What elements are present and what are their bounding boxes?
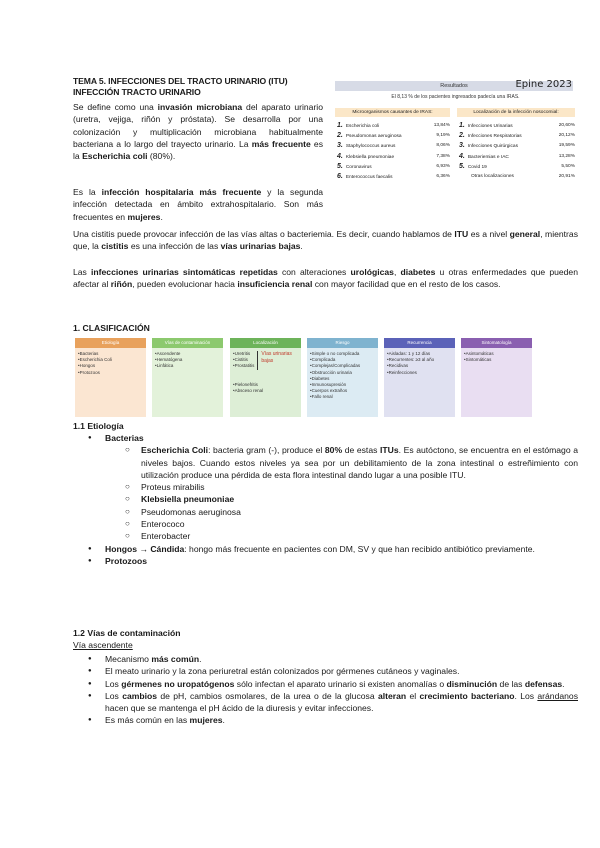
- epine-row: [459, 142, 575, 150]
- intro-paragraph-3: Una cistitis puede provocar infección de las vías altas o bacteriemia. Es decir, cuando hablamos de ITU es a nivel general, mientras que, la cistitis es una infección de las vías urinarias bajas.: [73, 229, 578, 252]
- epine-item-name: Staphylococcus aureus: [345, 144, 396, 150]
- epine-row: [459, 122, 575, 130]
- epine-rank: 2.: [337, 132, 343, 140]
- epine-rank: 3.: [337, 142, 343, 150]
- epine-rank: 6.: [337, 173, 343, 180]
- etiologia-list: [73, 432, 578, 567]
- epine-item-name: Pseudomonas aeruginosa: [345, 134, 402, 140]
- card-item: •Complicada: [310, 357, 336, 363]
- epine-item-percent: 19,59%: [558, 143, 575, 149]
- epine-row: [337, 122, 450, 130]
- card-item: •Bacterias: [78, 351, 99, 356]
- classification-card: [230, 338, 301, 417]
- list-item-mujeres: ● Es más común en las mujeres.: [73, 714, 578, 726]
- list-item-enterobacter: ○ Enterobacter: [73, 530, 578, 542]
- epine-rank: 2.: [459, 132, 465, 140]
- section-1-1-heading: 1.1 Etiología: [73, 421, 124, 431]
- card-title: Localización: [230, 338, 301, 348]
- epine-item-percent: 20,91%: [558, 174, 575, 179]
- epine-row: [337, 132, 450, 140]
- card-item: •Inmunosupresión: [310, 382, 347, 388]
- list-item-meato: ● El meato urinario y la zona periuretral están colonizados por gérmenes cutáneos y vaginales.: [73, 665, 578, 677]
- card-title: Vías de contaminación: [152, 338, 223, 348]
- card-item: •Asintomáticas: [464, 351, 494, 356]
- epine-row: [459, 132, 575, 140]
- epine-brand: Epine 2023: [515, 79, 572, 90]
- epine-item-name: Covid 19: [467, 164, 487, 170]
- epine-rank: 3.: [459, 142, 465, 150]
- epine-item-name: Bacteriemias e IAC: [467, 154, 509, 160]
- vias-list: [73, 653, 578, 727]
- epine-row: [459, 153, 575, 161]
- card-item: •Obstrucción urinaria: [310, 369, 352, 375]
- list-item-pseudomonas: ○ Pseudomonas aeruginosa: [73, 506, 578, 518]
- classification-card: [152, 338, 223, 417]
- card-item: •Hongos: [78, 363, 96, 369]
- card-item: •Recidivas: [387, 363, 409, 369]
- card-item: •Protozoos: [78, 369, 100, 375]
- card-item: •Linfática: [155, 363, 174, 369]
- card-body: [152, 348, 223, 417]
- card-spacer: [233, 370, 298, 382]
- epine-item-name: Klebsiella pneumoniae: [345, 154, 395, 160]
- card-item: •Prostatitis: [233, 363, 255, 369]
- epine-rank: 4.: [337, 152, 343, 160]
- epine-col1-title: Microorganismos causantes de IRAS:: [335, 108, 450, 117]
- card-body: [307, 348, 378, 417]
- list-item-cambios: ● Los cambios de pH, cambios osmolares, de la urea o de la glucosa alteran el crecimiento bacteriano. Los arándanos hacen que se mantenga el pH ácido de la diuresis y evitar infecciones.: [73, 690, 578, 715]
- classification-card: [461, 338, 532, 417]
- epine-col2-title: Localización de la infección nosocomial:: [457, 108, 575, 117]
- classification-card: [307, 338, 378, 417]
- epine-row: [337, 163, 450, 171]
- epine-row: [459, 173, 575, 180]
- epine-rank: 1.: [459, 122, 465, 129]
- epine-item-percent: 13,84%: [433, 123, 450, 128]
- card-group: [233, 351, 298, 370]
- card-note: Vías urinarias bajas: [261, 351, 292, 364]
- epine-item-name: Infecciones Quirúrgicas: [467, 144, 518, 150]
- list-item-enterococo: ○ Enterococo: [73, 518, 578, 530]
- card-item: •Absceso renal: [233, 387, 264, 393]
- epine-rank: 1.: [337, 122, 343, 129]
- epine-item-percent: 20,60%: [558, 123, 575, 128]
- card-title: Etiología: [75, 338, 146, 348]
- page-title: TEMA 5. INFECCIONES DEL TRACTO URINARIO (ITU) INFECCIÓN TRACTO URINARIO: [73, 76, 288, 97]
- list-item-klebsiella: ○ Klebsiella pneumoniae: [73, 493, 578, 505]
- epine-item-name: Infecciones Respiratorias: [467, 134, 522, 140]
- card-body: [384, 348, 455, 417]
- card-item: •Ascendente: [155, 351, 181, 356]
- epine-item-percent: 6,36%: [436, 174, 450, 179]
- card-item: •Complejas/Complicadas: [310, 363, 361, 369]
- list-item-ecoli: ○ Escherichia Coli: bacteria gram (-), produce el 80% de estas ITUs. Es autóctono, se encuentra en el estómago a niveles bajos. Cuando estos niveles ya sea por un debilitamiento de la zona intestinal o estreñimiento con utilización produce una pérdida de esta flora intestinal dando lugar a una posible ITU.: [73, 444, 578, 481]
- epine-rank: 4.: [459, 152, 465, 160]
- card-item: •Escherichia Coli: [78, 357, 112, 363]
- epine-item-percent: 6,93%: [436, 163, 450, 169]
- list-item-hongos: ● Hongos → Cándida: hongo más frecuente en pacientes con DM, SV y que han recibido antibiótico previamente.: [73, 543, 578, 555]
- card-item: •Hematógena: [155, 357, 183, 363]
- card-item: •Simple o no complicada: [310, 351, 360, 356]
- intro-paragraph-4: Las infecciones urinarias sintomáticas repetidas con alteraciones urológicas, diabetes u otras enfermedades que pueden afectar al riñón, pueden evolucionar hacia insuficiencia renal con mayor facilidad que en el resto de los casos.: [73, 267, 578, 290]
- intro-paragraph-1: Se define como una invasión microbiana del aparato urinario (uretra, vejiga, riñón y próstata). Se desarrolla por una colonización y multiplicación microbiana habitualmente bacteriana a lo largo del trayecto urinario. La más frecuente es la Escherichia coli (80%).: [73, 102, 323, 162]
- epine-header: Resultados: [335, 81, 573, 91]
- card-body: [230, 348, 301, 417]
- epine-item-name: Otras localizaciones: [471, 174, 514, 179]
- epine-item-percent: 9,19%: [436, 133, 450, 139]
- card-item: •Recurrentes: ≥3 al año: [387, 357, 435, 363]
- epine-row: [459, 163, 575, 171]
- card-item: •Sintomáticas: [464, 357, 492, 363]
- epine-item-percent: 13,28%: [558, 153, 575, 159]
- card-item: •Aisladas: 1 y 12 días: [387, 351, 431, 356]
- epine-item-name: Coronavirus: [345, 164, 372, 170]
- section-1-2-heading: 1.2 Vías de contaminación: [73, 628, 181, 638]
- section-1-heading: 1. CLASIFICACIÓN: [73, 323, 150, 333]
- via-ascendente-label: Vía ascendente: [73, 640, 133, 650]
- list-item-mecanismo: ● Mecanismo más común.: [73, 653, 578, 665]
- epine-results-figure: [333, 78, 578, 184]
- classification-card: [75, 338, 146, 417]
- epine-row: [337, 173, 450, 181]
- card-body: [461, 348, 532, 417]
- card-title: Sintomatología: [461, 338, 532, 348]
- epine-rank: 5.: [337, 162, 343, 170]
- epine-item-percent: 7,38%: [436, 153, 450, 159]
- epine-item-name: Infecciones Urinarias: [467, 124, 513, 129]
- list-item-bacterias: ● Bacterias: [73, 432, 578, 444]
- epine-item-percent: 5,50%: [561, 163, 575, 169]
- card-item: •Uretritis: [233, 351, 251, 356]
- card-item: •Fallo renal: [310, 394, 333, 400]
- epine-subtitle: El 8,13 % de los pacientes ingresados padecía una IRAS.: [391, 94, 520, 100]
- epine-item-percent: 20,12%: [558, 133, 575, 139]
- card-item: •Pielonefritis: [233, 381, 258, 387]
- card-item: •Cuerpos extraños: [310, 388, 348, 394]
- card-item: •Cistitis: [233, 357, 248, 363]
- list-item-proteus: ○ Proteus mirabilis: [73, 481, 578, 493]
- card-title: Recurrencia: [384, 338, 455, 348]
- list-item-protozoos: ● Protozoos: [73, 555, 578, 567]
- intro-paragraph-2: Es la infección hospitalaria más frecuente y la segunda infección detectada en ámbito extrahospitalario. Son más frecuentes en mujeres.: [73, 187, 324, 222]
- epine-row: [337, 153, 450, 161]
- epine-item-percent: 8,06%: [436, 143, 450, 149]
- epine-item-name: Enterococcus faecalis: [345, 175, 393, 180]
- card-title: Riesgo: [307, 338, 378, 348]
- epine-row: [337, 142, 450, 150]
- card-body: [75, 348, 146, 417]
- epine-item-name: Escherichia coli: [345, 124, 380, 129]
- epine-rank: 5.: [459, 162, 465, 170]
- card-item: •Reinfecciones: [387, 369, 417, 375]
- card-item: •Diabetes: [310, 375, 330, 381]
- list-item-germenes: ● Los gérmenes no uropatógenos sólo infectan el aparato urinario si existen anomalías o disminución de las defensas.: [73, 678, 578, 690]
- classification-card: [384, 338, 455, 417]
